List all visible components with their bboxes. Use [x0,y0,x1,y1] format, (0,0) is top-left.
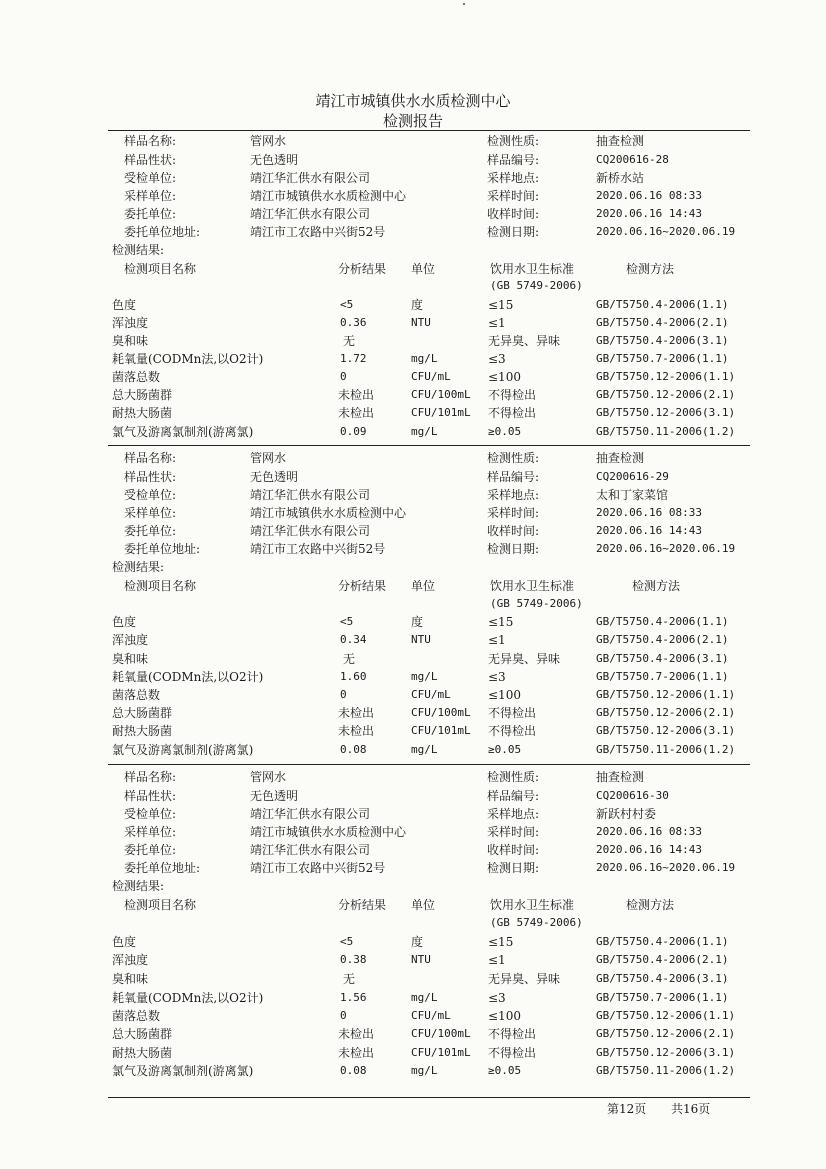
row-result: 0 [340,1009,347,1022]
col-header-result: 分析结果 [338,579,387,593]
row-item-name: 浑浊度 [112,633,149,647]
row-standard: ≤3 [488,991,506,1005]
sampling-time-value: 2020.06.16 08:33 [596,189,702,202]
row-method: GB/T5750.7-2006(1.1) [596,670,729,683]
row-unit: CFU/mL [411,1009,451,1022]
row-item-name: 氯气及游离氯制剂(游离氯) [112,1064,254,1078]
row-result: 无 [343,334,356,348]
sample-name-label: 样品名称: [124,451,177,465]
sample-name-value: 管网水 [250,770,287,784]
sampling-unit-label: 采样单位: [124,825,177,839]
col-header-standard-code: (GB 5749-2006) [490,916,583,929]
col-header-method: 检测方法 [632,579,681,593]
inspected-unit-value: 靖江华汇供水有限公司 [250,488,371,502]
row-standard: 不得检出 [488,706,537,720]
org-title: 靖江市城镇供水水质检测中心 [315,92,511,110]
sample-no-label: 样品编号: [487,789,540,803]
row-result: 0.38 [340,953,367,966]
row-item-name: 氯气及游离氯制剂(游离氯) [112,425,254,439]
row-standard: ≤15 [488,615,514,629]
row-item-name: 浑浊度 [112,316,149,330]
row-result: 无 [343,972,356,986]
sampling-time-value: 2020.06.16 08:33 [596,825,702,838]
row-standard: ≤1 [488,316,506,330]
row-standard: ≤100 [488,1009,521,1023]
sampling-time-label: 采样时间: [487,825,540,839]
row-method: GB/T5750.12-2006(2.1) [596,706,736,719]
row-unit: NTU [411,633,431,646]
row-unit: mg/L [411,743,438,756]
row-result: 0.36 [340,316,367,329]
row-unit: CFU/mL [411,688,451,701]
row-item-name: 浑浊度 [112,953,149,967]
report-title: 检测报告 [382,112,443,130]
test-nature-value: 抽查检测 [596,770,645,784]
sample-state-label: 样品性状: [124,153,177,167]
row-unit: CFU/101mL [411,724,471,737]
row-item-name: 臭和味 [112,334,149,348]
row-method: GB/T5750.4-2006(3.1) [596,334,729,347]
row-unit: 度 [411,298,424,312]
receive-time-label: 收样时间: [487,524,540,538]
row-item-name: 色度 [112,935,137,949]
sampling-time-value: 2020.06.16 08:33 [596,506,702,519]
sampling-unit-value: 靖江市城镇供水水质检测中心 [250,189,407,203]
sampling-site-label: 采样地点: [487,807,540,821]
row-unit: CFU/101mL [411,406,471,419]
client-unit-value: 靖江华汇供水有限公司 [250,207,371,221]
row-method: GB/T5750.11-2006(1.2) [596,1064,736,1077]
row-standard: 无异臭、异味 [488,652,561,666]
sampling-site-label: 采样地点: [487,488,540,502]
row-result: 1.72 [340,352,367,365]
row-method: GB/T5750.4-2006(1.1) [596,298,729,311]
row-method: GB/T5750.4-2006(1.1) [596,615,729,628]
col-header-method: 检测方法 [626,898,675,912]
row-item-name: 耗氧量(CODMn法,以O2计) [112,670,264,684]
test-nature-label: 检测性质: [487,451,540,465]
row-item-name: 臭和味 [112,972,149,986]
row-item-name: 总大肠菌群 [112,1027,173,1041]
sampling-site-value: 新桥水站 [596,171,645,185]
col-header-item: 检测项目名称 [124,898,197,912]
row-method: GB/T5750.7-2006(1.1) [596,352,729,365]
row-unit: 度 [411,615,424,629]
row-item-name: 色度 [112,298,137,312]
results-label: 检测结果: [112,879,165,893]
client-address-value: 靖江市工农路中兴街52号 [250,861,386,875]
row-unit: mg/L [411,352,438,365]
sample-no-label: 样品编号: [487,153,540,167]
row-standard: ≤1 [488,633,506,647]
row-unit: CFU/100mL [411,1027,471,1040]
row-result: 未检出 [338,406,375,420]
row-item-name: 耗氧量(CODMn法,以O2计) [112,991,264,1005]
row-method: GB/T5750.4-2006(2.1) [596,316,729,329]
row-item-name: 总大肠菌群 [112,388,173,402]
row-result: <5 [340,935,354,948]
col-header-result: 分析结果 [338,898,387,912]
row-result: <5 [340,298,354,311]
sampling-time-label: 采样时间: [487,506,540,520]
col-header-standard: 饮用水卫生标准 [490,262,575,276]
row-unit: CFU/mL [411,370,451,383]
row-standard: 不得检出 [488,388,537,402]
sample-no-label: 样品编号: [487,470,540,484]
row-unit: mg/L [411,425,438,438]
row-method: GB/T5750.4-2006(2.1) [596,953,729,966]
col-header-standard: 饮用水卫生标准 [490,898,575,912]
sampling-site-value: 新跃村村委 [596,807,657,821]
row-standard: 无异臭、异味 [488,334,561,348]
row-standard: ≤100 [488,688,521,702]
page-total: 共16页 [671,1102,711,1116]
col-header-unit: 单位 [411,579,436,593]
row-unit: mg/L [411,670,438,683]
row-method: GB/T5750.4-2006(2.1) [596,633,729,646]
sample-state-value: 无色透明 [250,153,299,167]
row-item-name: 菌落总数 [112,688,161,702]
sample-state-value: 无色透明 [250,789,299,803]
row-result: 未检出 [338,1046,375,1060]
inspected-unit-value: 靖江华汇供水有限公司 [250,807,371,821]
sample-state-label: 样品性状: [124,789,177,803]
row-result: 0.08 [340,743,367,756]
test-nature-value: 抽查检测 [596,134,645,148]
col-header-standard: 饮用水卫生标准 [490,579,575,593]
row-method: GB/T5750.12-2006(2.1) [596,388,736,401]
sample-no-value: CQ200616-30 [596,789,669,802]
row-result: 未检出 [338,724,375,738]
receive-time-value: 2020.06.16 14:43 [596,843,702,856]
row-method: GB/T5750.4-2006(3.1) [596,652,729,665]
results-label: 检测结果: [112,560,165,574]
sampling-site-label: 采样地点: [487,171,540,185]
row-unit: CFU/101mL [411,1046,471,1059]
client-unit-value: 靖江华汇供水有限公司 [250,843,371,857]
footer-divider [108,1097,750,1098]
row-item-name: 菌落总数 [112,1009,161,1023]
row-item-name: 耐热大肠菌 [112,406,173,420]
row-item-name: 耗氧量(CODMn法,以O2计) [112,352,264,366]
row-method: GB/T5750.12-2006(3.1) [596,1046,736,1059]
row-result: 无 [343,652,356,666]
row-standard: 无异臭、异味 [488,972,561,986]
row-method: GB/T5750.12-2006(2.1) [596,1027,736,1040]
sample-name-value: 管网水 [250,134,287,148]
test-date-label: 检测日期: [487,542,540,556]
receive-time-value: 2020.06.16 14:43 [596,524,702,537]
sampling-unit-label: 采样单位: [124,189,177,203]
row-standard: ≤3 [488,352,506,366]
row-standard: 不得检出 [488,406,537,420]
test-nature-label: 检测性质: [487,770,540,784]
row-result: 0 [340,688,347,701]
client-address-value: 靖江市工农路中兴街52号 [250,225,386,239]
row-item-name: 氯气及游离氯制剂(游离氯) [112,743,254,757]
row-result: 0.08 [340,1064,367,1077]
row-method: GB/T5750.11-2006(1.2) [596,743,736,756]
row-standard: ≤1 [488,953,506,967]
row-item-name: 菌落总数 [112,370,161,384]
row-result: 1.56 [340,991,367,1004]
row-standard: 不得检出 [488,1046,537,1060]
row-method: GB/T5750.12-2006(3.1) [596,724,736,737]
row-unit: CFU/100mL [411,388,471,401]
row-method: GB/T5750.12-2006(1.1) [596,1009,736,1022]
client-unit-value: 靖江华汇供水有限公司 [250,524,371,538]
row-standard: 不得检出 [488,1027,537,1041]
row-method: GB/T5750.7-2006(1.1) [596,991,729,1004]
row-unit: NTU [411,316,431,329]
row-result: 未检出 [338,706,375,720]
col-header-standard-code: (GB 5749-2006) [490,279,583,292]
sample-no-value: CQ200616-29 [596,470,669,483]
col-header-item: 检测项目名称 [124,579,197,593]
row-method: GB/T5750.12-2006(3.1) [596,406,736,419]
row-method: GB/T5750.11-2006(1.2) [596,425,736,438]
client-address-label: 委托单位地址: [124,225,201,239]
sample-state-value: 无色透明 [250,470,299,484]
test-date-label: 检测日期: [487,861,540,875]
inspected-unit-value: 靖江华汇供水有限公司 [250,171,371,185]
row-result: 0 [340,370,347,383]
row-method: GB/T5750.12-2006(1.1) [596,688,736,701]
col-header-standard-code: (GB 5749-2006) [490,597,583,610]
col-header-item: 检测项目名称 [124,262,197,276]
sampling-unit-value: 靖江市城镇供水水质检测中心 [250,506,407,520]
row-item-name: 耐热大肠菌 [112,1046,173,1060]
sample-name-value: 管网水 [250,451,287,465]
row-unit: mg/L [411,991,438,1004]
row-standard: ≥0.05 [488,743,522,756]
row-item-name: 总大肠菌群 [112,706,173,720]
row-result: 未检出 [338,1027,375,1041]
row-unit: NTU [411,953,431,966]
sample-name-label: 样品名称: [124,134,177,148]
row-standard: 不得检出 [488,724,537,738]
client-address-label: 委托单位地址: [124,542,201,556]
sampling-unit-value: 靖江市城镇供水水质检测中心 [250,825,407,839]
row-standard: ≤100 [488,370,521,384]
sampling-unit-label: 采样单位: [124,506,177,520]
row-unit: mg/L [411,1064,438,1077]
row-result: 0.09 [340,425,367,438]
receive-time-value: 2020.06.16 14:43 [596,207,702,220]
client-unit-label: 委托单位: [124,207,177,221]
row-method: GB/T5750.4-2006(3.1) [596,972,729,985]
row-result: <5 [340,615,354,628]
client-address-label: 委托单位地址: [124,861,201,875]
row-result: 未检出 [338,388,375,402]
test-nature-value: 抽查检测 [596,451,645,465]
row-result: 1.60 [340,670,367,683]
receive-time-label: 收样时间: [487,207,540,221]
test-date-value: 2020.06.16~2020.06.19 [596,861,736,874]
row-method: GB/T5750.12-2006(1.1) [596,370,736,383]
results-label: 检测结果: [112,243,165,257]
row-unit: 度 [411,935,424,949]
sample-name-label: 样品名称: [124,770,177,784]
col-header-method: 检测方法 [626,262,675,276]
col-header-result: 分析结果 [338,262,387,276]
client-address-value: 靖江市工农路中兴街52号 [250,542,386,556]
inspected-unit-label: 受检单位: [124,807,177,821]
row-standard: ≥0.05 [488,425,522,438]
test-nature-label: 检测性质: [487,134,540,148]
row-result: 0.34 [340,633,367,646]
sample-no-value: CQ200616-28 [596,153,669,166]
inspected-unit-label: 受检单位: [124,171,177,185]
row-method: GB/T5750.4-2006(1.1) [596,935,729,948]
sampling-time-label: 采样时间: [487,189,540,203]
test-date-label: 检测日期: [487,225,540,239]
test-date-value: 2020.06.16~2020.06.19 [596,542,736,555]
client-unit-label: 委托单位: [124,843,177,857]
receive-time-label: 收样时间: [487,843,540,857]
row-standard: ≤15 [488,935,514,949]
page-number: 第12页 [607,1102,647,1116]
col-header-unit: 单位 [411,898,436,912]
test-date-value: 2020.06.16~2020.06.19 [596,225,736,238]
col-header-unit: 单位 [411,262,436,276]
row-standard: ≤15 [488,298,514,312]
inspected-unit-label: 受检单位: [124,488,177,502]
client-unit-label: 委托单位: [124,524,177,538]
row-unit: CFU/100mL [411,706,471,719]
row-standard: ≤3 [488,670,506,684]
row-standard: ≥0.05 [488,1064,522,1077]
row-item-name: 耐热大肠菌 [112,724,173,738]
row-item-name: 臭和味 [112,652,149,666]
sample-state-label: 样品性状: [124,470,177,484]
sampling-site-value: 太和丁家菜馆 [596,488,669,502]
row-item-name: 色度 [112,615,137,629]
